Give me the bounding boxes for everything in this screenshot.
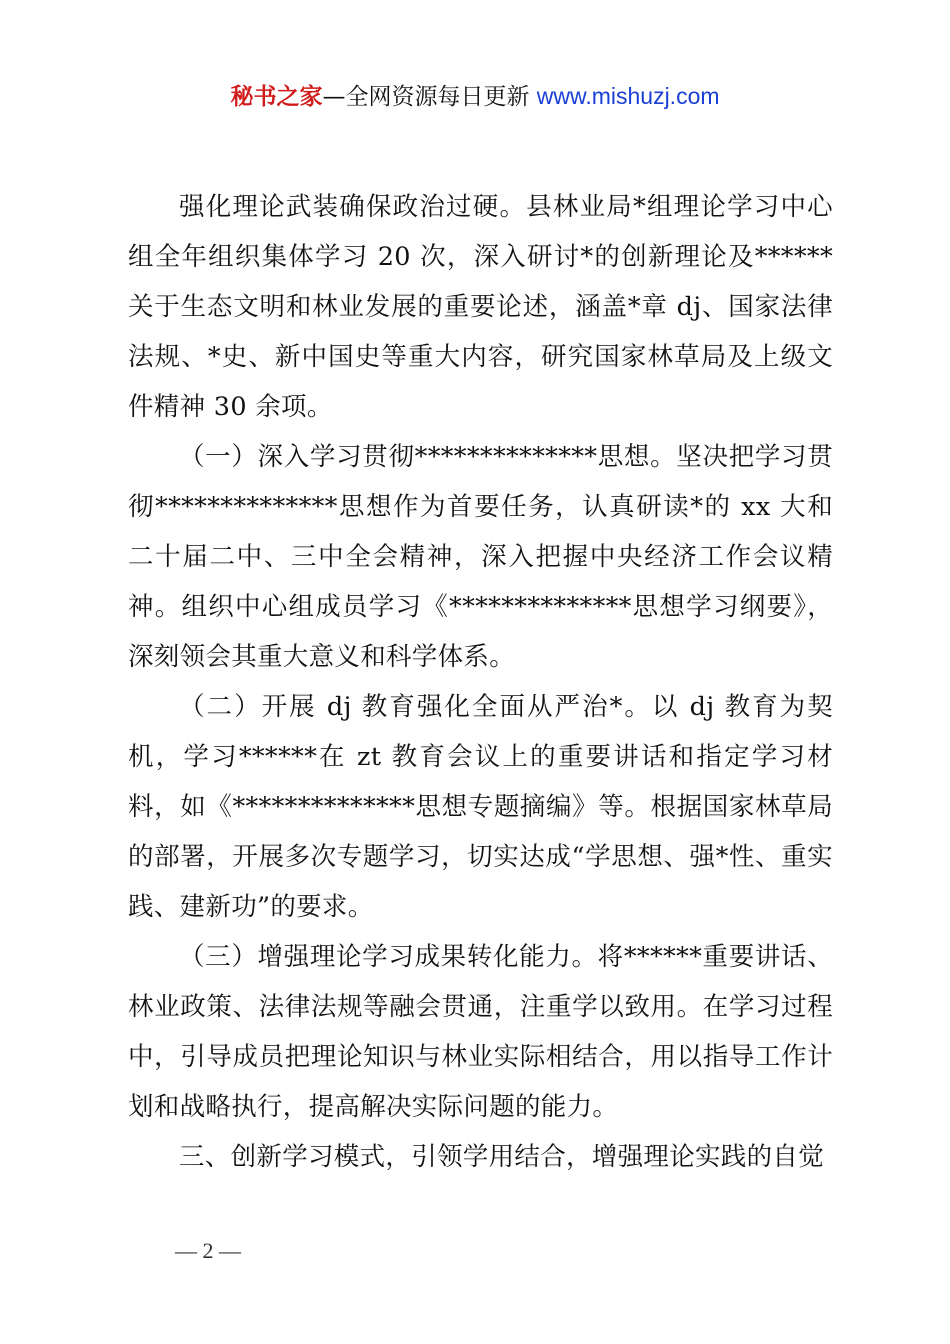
- site-url-link[interactable]: www.mishuzj.com: [536, 83, 720, 109]
- paragraph-heading-3: 三、创新学习模式，引领学用结合，增强理论实践的自觉: [179, 1142, 825, 1172]
- site-header: [0, 80, 950, 113]
- paragraph-section-2: （二）开展 dj 教育强化全面从严治*。以 dj 教育为契机，学习******在 zt 教育会议上的重要讲话和指定学习材料，如《**************思想专题摘编》等。根据国家林草局的部署，开展多次专题学习，切实达成“学思想、强*性、重实践、建新功”的要求。: [128, 692, 833, 922]
- page-number: — 2 —: [175, 1238, 241, 1263]
- paragraph-intro: 强化理论武装确保政治过硬。县林业局*组理论学习中心组全年组织集体学习 20 次，深入研讨*的创新理论及******关于生态文明和林业发展的重要论述，涵盖*章 dj、国家法律法规、*史、新中国史等重大内容，研究国家林草局及上级文件精神 30 余项。: [128, 192, 833, 422]
- site-tagline: —全网资源每日更新: [322, 84, 530, 110]
- paragraph-section-1: （一）深入学习贯彻**************思想。坚决把学习贯彻**************思想作为首要任务，认真研读*的 xx 大和二十届二中、三中全会精神，深入把握中央经济工作会议精神。组织中心组成员学习《**************思想学习纲要》，深刻领会其重大意义和科学体系。: [128, 442, 833, 672]
- site-brand: 秘书之家: [230, 84, 323, 110]
- document-body: [128, 182, 833, 1182]
- paragraph-section-3: （三）增强理论学习成果转化能力。将******重要讲话、林业政策、法律法规等融会贯通，注重学以致用。在学习过程中，引导成员把理论知识与林业实际相结合，用以指导工作计划和战略执行，提高解决实际问题的能力。: [128, 942, 833, 1122]
